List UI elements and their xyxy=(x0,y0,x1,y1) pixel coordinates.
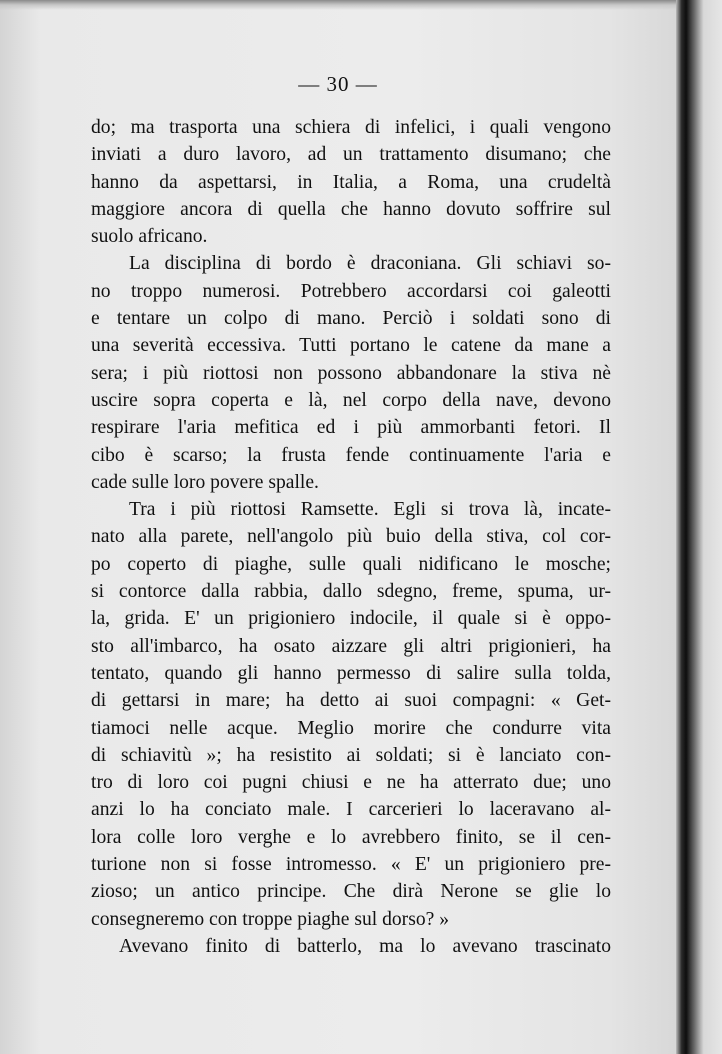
text-line: sera; i più riottosi non possono abbandonare la stiva nè xyxy=(91,362,611,384)
text-line: maggiore ancora di quella che hanno dovuto soffrire sul xyxy=(91,198,611,220)
text-line: no troppo numerosi. Potrebbero accordarsi coi galeotti xyxy=(91,280,611,302)
text-line: lora colle loro verghe e lo avrebbero finito, se il cen- xyxy=(91,826,611,848)
book-binding-edge xyxy=(676,0,722,1054)
text-line: di gettarsi in mare; ha detto ai suoi compagni: « Get- xyxy=(91,690,611,712)
text-line: do; ma trasporta una schiera di infelici, i quali vengono xyxy=(91,117,611,138)
text-line: cade sulle loro povere spalle. xyxy=(91,471,319,493)
text-line: zioso; un antico principe. Che dirà Nerone se glie lo xyxy=(91,881,611,903)
page-number: — 30 — xyxy=(298,72,378,96)
body-text xyxy=(91,114,611,960)
text-line: turione non si fosse intromesso. « E' un prigioniero pre- xyxy=(91,854,611,876)
text-line: po coperto di piaghe, sulle quali nidificano le mosche; xyxy=(91,553,611,575)
scan-top-shadow xyxy=(0,0,676,10)
text-line: sto all'imbarco, ha osato aizzare gli altri prigionieri, ha xyxy=(91,635,611,657)
text-line: inviati a duro lavoro, ad un trattamento disumano; che xyxy=(91,144,611,166)
text-line: la, grida. E' un prigioniero indocile, il quale si è oppo- xyxy=(91,608,611,630)
text-line: cibo è scarso; la frusta fende continuamente l'aria e xyxy=(91,444,611,466)
text-line: di schiavitù »; ha resistito ai soldati; si è lanciato con- xyxy=(91,744,611,766)
text-line: tiamoci nelle acque. Meglio morire che condurre vita xyxy=(91,717,611,739)
text-line: Avevano finito di batterlo, ma lo avevano trascinato xyxy=(119,935,611,957)
text-line: Tra i più riottosi Ramsette. Egli si trova là, incate- xyxy=(129,499,611,521)
text-line: suolo africano. xyxy=(91,226,208,248)
text-line: tro di loro coi pugni chiusi e ne ha atterrato due; uno xyxy=(91,772,611,794)
text-line: anzi lo ha conciato male. I carcerieri lo laceravano al- xyxy=(91,799,611,821)
text-line: La disciplina di bordo è draconiana. Gli schiavi so- xyxy=(129,253,611,275)
text-line: e tentare un colpo di mano. Perciò i soldati sono di xyxy=(91,308,611,330)
text-line: nato alla parete, nell'angolo più buio della stiva, col cor- xyxy=(91,526,611,548)
text-line: tentato, quando gli hanno permesso di salire sulla tolda, xyxy=(91,662,611,684)
text-line: si contorce dalla rabbia, dallo sdegno, freme, spuma, ur- xyxy=(91,581,611,603)
text-line: respirare l'aria mefitica ed i più ammorbanti fetori. Il xyxy=(91,417,611,439)
text-line: una severità eccessiva. Tutti portano le catene da mane a xyxy=(91,335,611,357)
text-line: uscire sopra coperta e là, nel corpo della nave, devono xyxy=(91,389,611,411)
text-line: consegneremo con troppe piaghe sul dorso? » xyxy=(91,908,450,930)
text-line: hanno da aspettarsi, in Italia, a Roma, una crudeltà xyxy=(91,171,611,193)
